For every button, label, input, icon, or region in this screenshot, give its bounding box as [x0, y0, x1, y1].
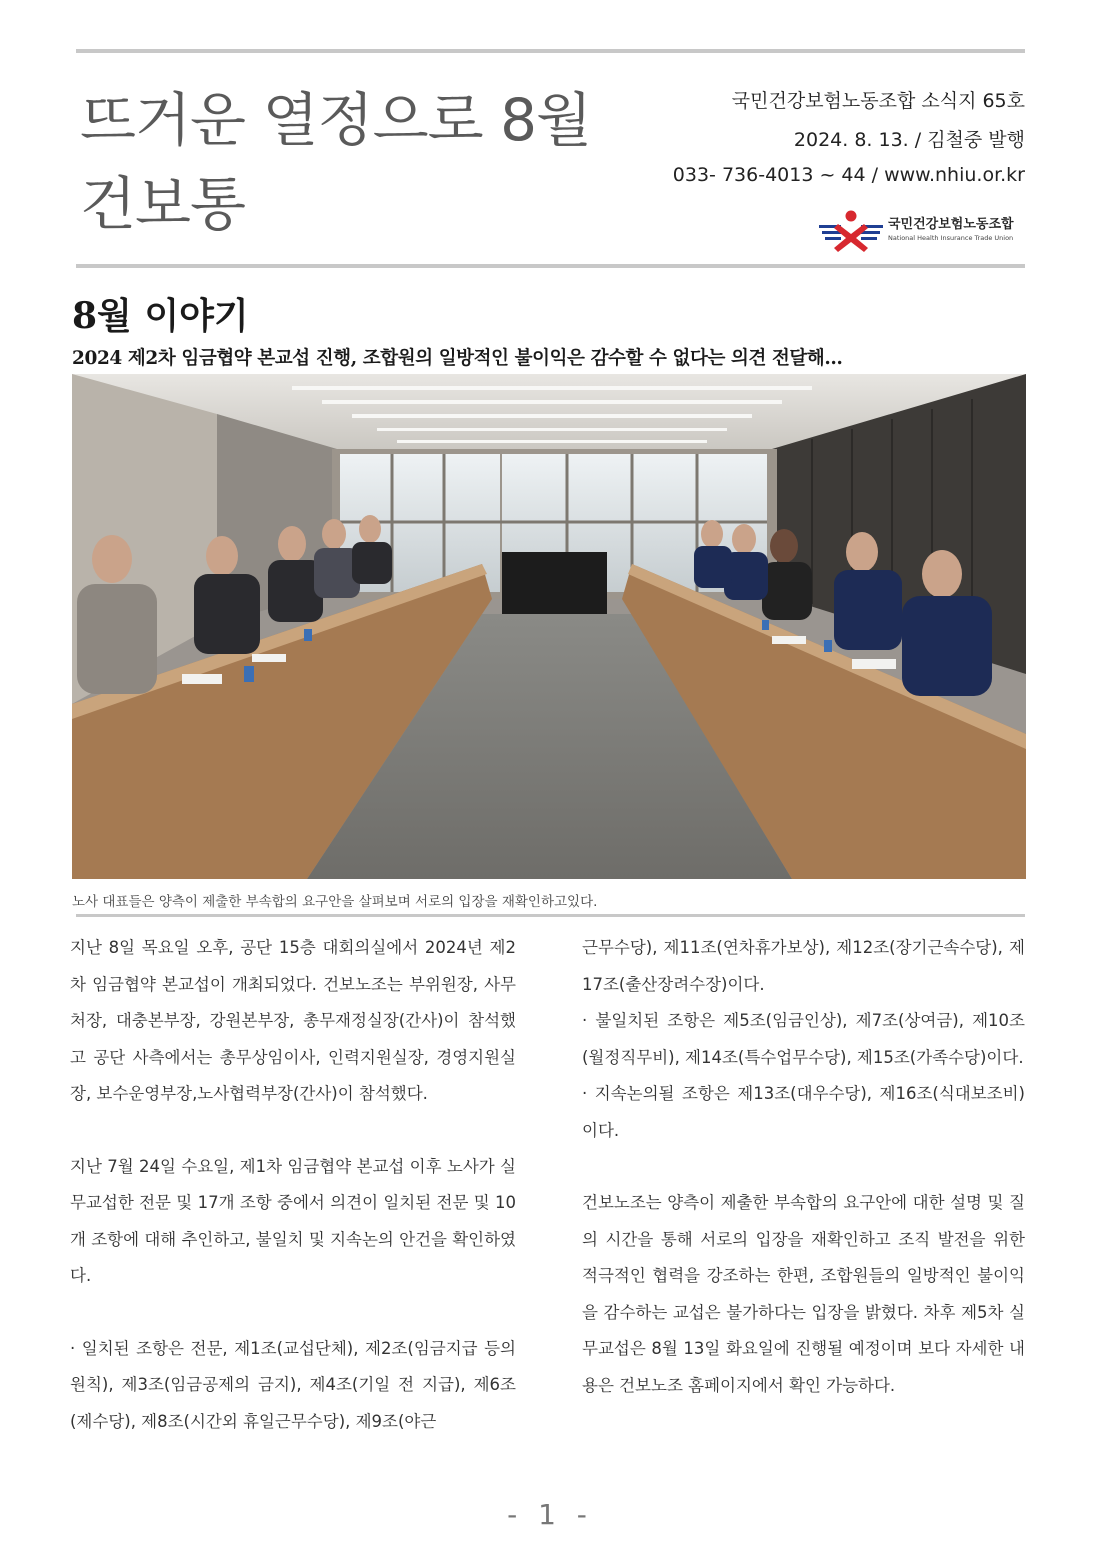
paragraph-ongoing-articles: · 지속논의될 조항은 제13조(대우수당), 제16조(식대보조비)이다.: [582, 1084, 1025, 1140]
contact-info: 033- 736-4013 ~ 44 / www.nhiu.or.kr: [672, 164, 1025, 186]
page-number: - 1 -: [507, 1498, 593, 1531]
photo-caption: 노사 대표들은 양측이 제출한 부속합의 요구안을 살펴보며 서로의 입장을 재확인하고있다.: [72, 894, 598, 910]
issue-date-publisher: 2024. 8. 13. / 김철중 발행: [793, 129, 1025, 151]
publication-info: 국민건강보험노동조합 소식지 65호: [731, 90, 1025, 112]
paragraph-confirmation: 지난 7월 24일 수요일, 제1차 임금협약 본교섭 이후 노사가 실무교섭한 전문 및 17개 조항 중에서 의견이 일치된 전문 및 10개 조항에 대해 추인하고, 불일치 및 지속논의 안건을 확인하였다.: [70, 1156, 516, 1285]
union-logo: [818, 210, 1028, 252]
header-bottom-rule: [76, 264, 1025, 268]
section-title: 8월 이야기: [72, 295, 249, 337]
newsletter-title: [80, 78, 640, 246]
article-left-column: [70, 930, 516, 1440]
logo-subtext: National Health Insurance Trade Union: [888, 234, 1014, 242]
title-line-1: 뜨거운 열정으로 8월: [80, 86, 591, 154]
paragraph-disagreed-articles: · 불일치된 조항은 제5조(임금인상), 제7조(상여금), 제10조(월정직무비), 제14조(특수업무수당), 제15조(가족수당)이다.: [582, 1011, 1025, 1067]
union-logo-icon: [818, 210, 884, 252]
article-right-column: [582, 930, 1025, 1404]
paragraph-agreed-articles-cont: 근무수당), 제11조(연차휴가보상), 제12조(장기근속수당), 제17조(출산장려수장)이다.: [582, 938, 1025, 994]
logo-text: 국민건강보험노동조합: [888, 217, 1014, 232]
paragraph-union-position: 건보노조는 양측이 제출한 부속합의 요구안에 대한 설명 및 질의 시간을 통해 서로의 입장을 재확인하고 조직 발전을 위한 적극적인 협력을 강조하는 한편, 조합원들의 일방적인 불이익을 감수하는 교섭은 불가하다는 입장을 밝혔다. 차후 제5차 실무교섭은 8월 13일 화요일에 진행될 예정이며 보다 자세한 내용은 건보노조 홈페이지에서 확인 가능하다.: [582, 1193, 1025, 1395]
caption-rule: [76, 914, 1025, 917]
meeting-photo: [72, 374, 1026, 879]
article-subtitle: 2024 제2차 임금협약 본교섭 진행, 조합원의 일방적인 불이익은 감수할 수 없다는 의견 전달해…: [72, 348, 843, 369]
paragraph-agreed-articles: · 일치된 조항은 전문, 제1조(교섭단체), 제2조(임금지급 등의 원칙), 제3조(임금공제의 금지), 제4조(기일 전 지급), 제6조(제수당), 제8조(시간외 휴일근무수당), 제9조(야근: [70, 1338, 516, 1431]
title-line-2: 건보통: [80, 170, 246, 238]
paragraph-attendees: 지난 8일 목요일 오후, 공단 15층 대회의실에서 2024년 제2차 임금협약 본교섭이 개최되었다. 건보노조는 부위원장, 사무처장, 대충본부장, 강원본부장, 총무재정실장(간사)이 참석했고 공단 사측에서는 총무상임이사, 인력지원실장, 경영지원실장, 보수운영부장,노사협력부장(간사)이 참석했다.: [70, 938, 516, 1103]
top-rule: [76, 49, 1025, 53]
